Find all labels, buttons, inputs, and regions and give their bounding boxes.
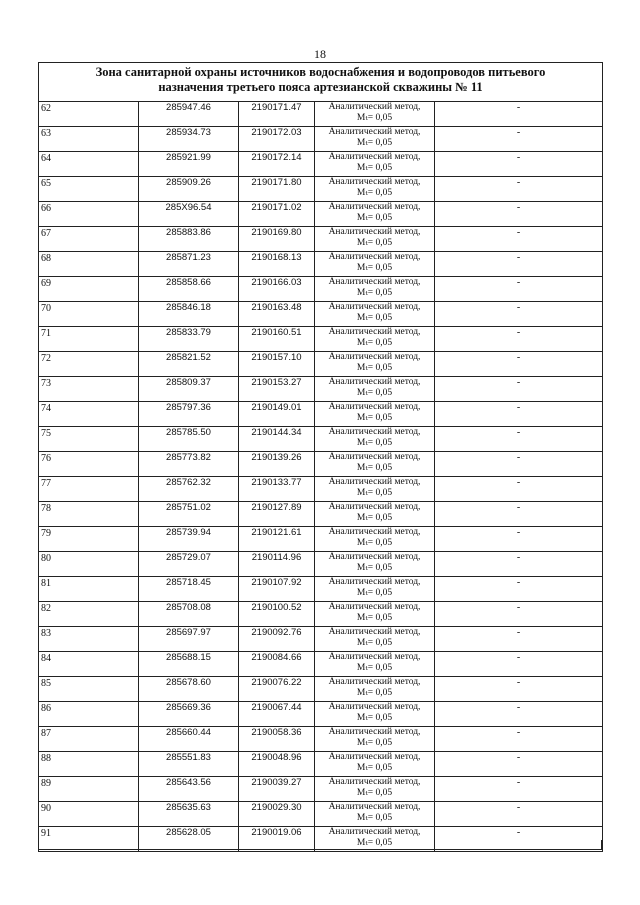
accuracy-label: Mₜ= 0,05 xyxy=(356,337,393,348)
method-label: Аналитический метод, xyxy=(328,152,421,162)
x-coordinate-cell: 285688.15 xyxy=(139,652,239,677)
method-cell xyxy=(315,227,435,252)
accuracy-label: Mₜ= 0,05 xyxy=(356,437,393,448)
method-label: Аналитический метод, xyxy=(328,302,421,312)
method-label: Аналитический метод, xyxy=(328,577,421,587)
note-cell: - xyxy=(435,527,603,552)
page-number: 18 xyxy=(314,47,326,61)
point-number-cell: 71 xyxy=(39,327,139,352)
point-number-cell: 72 xyxy=(39,352,139,377)
method-label: Аналитический метод, xyxy=(328,377,421,387)
method-label: Аналитический метод, xyxy=(328,752,421,762)
method-cell xyxy=(315,677,435,702)
table-frame-bottom xyxy=(38,837,602,850)
x-coordinate-cell: 285628.05 xyxy=(139,827,239,852)
y-coordinate-cell: 2190157.10 xyxy=(239,352,315,377)
method-label: Аналитический метод, xyxy=(328,527,421,537)
accuracy-label: Mₜ= 0,05 xyxy=(356,737,393,748)
method-label: Аналитический метод, xyxy=(328,202,421,212)
y-coordinate-cell: 2190139.26 xyxy=(239,452,315,477)
method-cell xyxy=(315,752,435,777)
accuracy-label: Mₜ= 0,05 xyxy=(356,187,393,198)
y-coordinate-cell: 2190100.52 xyxy=(239,602,315,627)
point-number-cell: 90 xyxy=(39,802,139,827)
table-row xyxy=(39,452,603,477)
x-coordinate-cell: 285833.79 xyxy=(139,327,239,352)
table-row xyxy=(39,777,603,802)
accuracy-label: Mₜ= 0,05 xyxy=(356,412,393,423)
y-coordinate-cell: 2190048.96 xyxy=(239,752,315,777)
point-number-cell: 65 xyxy=(39,177,139,202)
method-label: Аналитический метод, xyxy=(328,802,421,812)
x-coordinate-cell: 285773.82 xyxy=(139,452,239,477)
y-coordinate-cell: 2190172.14 xyxy=(239,152,315,177)
accuracy-label: Mₜ= 0,05 xyxy=(356,837,393,848)
x-coordinate-cell: 285678.60 xyxy=(139,677,239,702)
accuracy-label: Mₜ= 0,05 xyxy=(356,112,393,123)
table-row xyxy=(39,327,603,352)
method-label: Аналитический метод, xyxy=(328,402,421,412)
accuracy-label: Mₜ= 0,05 xyxy=(356,812,393,823)
note-cell: - xyxy=(435,227,603,252)
x-coordinate-cell: 285660.44 xyxy=(139,727,239,752)
note-cell: - xyxy=(435,802,603,827)
x-coordinate-cell: 285729.07 xyxy=(139,552,239,577)
point-number-cell: 85 xyxy=(39,677,139,702)
table-row xyxy=(39,152,603,177)
method-cell xyxy=(315,452,435,477)
method-cell xyxy=(315,277,435,302)
accuracy-label: Mₜ= 0,05 xyxy=(356,687,393,698)
method-cell xyxy=(315,202,435,227)
point-number-cell: 68 xyxy=(39,252,139,277)
y-coordinate-cell: 2190029.30 xyxy=(239,802,315,827)
point-number-cell: 74 xyxy=(39,402,139,427)
method-label: Аналитический метод, xyxy=(328,427,421,437)
y-coordinate-cell: 2190172.03 xyxy=(239,127,315,152)
y-coordinate-cell: 2190039.27 xyxy=(239,777,315,802)
method-label: Аналитический метод, xyxy=(328,227,421,237)
y-coordinate-cell: 2190114.96 xyxy=(239,552,315,577)
method-label: Аналитический метод, xyxy=(328,477,421,487)
method-label: Аналитический метод, xyxy=(328,102,421,112)
y-coordinate-cell: 2190163.48 xyxy=(239,302,315,327)
note-cell: - xyxy=(435,552,603,577)
table-row xyxy=(39,502,603,527)
x-coordinate-cell: 285762.32 xyxy=(139,477,239,502)
note-cell: - xyxy=(435,602,603,627)
x-coordinate-cell: 285635.63 xyxy=(139,802,239,827)
table-title-row xyxy=(39,63,603,102)
note-cell: - xyxy=(435,252,603,277)
method-label: Аналитический метод, xyxy=(328,277,421,287)
y-coordinate-cell: 2190149.01 xyxy=(239,402,315,427)
y-coordinate-cell: 2190092.76 xyxy=(239,627,315,652)
method-cell xyxy=(315,327,435,352)
accuracy-label: Mₜ= 0,05 xyxy=(356,662,393,673)
y-coordinate-cell: 2190160.51 xyxy=(239,327,315,352)
accuracy-label: Mₜ= 0,05 xyxy=(356,562,393,573)
x-coordinate-cell: 285718.45 xyxy=(139,577,239,602)
note-cell: - xyxy=(435,827,603,852)
note-cell: - xyxy=(435,352,603,377)
method-cell xyxy=(315,577,435,602)
accuracy-label: Mₜ= 0,05 xyxy=(356,237,393,248)
note-cell: - xyxy=(435,427,603,452)
point-number-cell: 87 xyxy=(39,727,139,752)
table-row xyxy=(39,552,603,577)
note-cell: - xyxy=(435,752,603,777)
accuracy-label: Mₜ= 0,05 xyxy=(356,362,393,373)
method-label: Аналитический метод, xyxy=(328,177,421,187)
point-number-cell: 69 xyxy=(39,277,139,302)
x-coordinate-cell: 285846.18 xyxy=(139,302,239,327)
note-cell: - xyxy=(435,652,603,677)
point-number-cell: 70 xyxy=(39,302,139,327)
y-coordinate-cell: 2190127.89 xyxy=(239,502,315,527)
x-coordinate-cell: 285821.52 xyxy=(139,352,239,377)
table-row xyxy=(39,802,603,827)
table-row xyxy=(39,652,603,677)
note-cell: - xyxy=(435,152,603,177)
note-cell: - xyxy=(435,702,603,727)
method-cell xyxy=(315,427,435,452)
method-label: Аналитический метод, xyxy=(328,327,421,337)
table-row xyxy=(39,252,603,277)
table-row xyxy=(39,477,603,502)
note-cell: - xyxy=(435,127,603,152)
note-cell: - xyxy=(435,102,603,127)
note-cell: - xyxy=(435,677,603,702)
accuracy-label: Mₜ= 0,05 xyxy=(356,612,393,623)
method-cell xyxy=(315,252,435,277)
accuracy-label: Mₜ= 0,05 xyxy=(356,537,393,548)
y-coordinate-cell: 2190058.36 xyxy=(239,727,315,752)
point-number-cell: 66 xyxy=(39,202,139,227)
accuracy-label: Mₜ= 0,05 xyxy=(356,487,393,498)
note-cell: - xyxy=(435,302,603,327)
x-coordinate-cell: 285739.94 xyxy=(139,527,239,552)
x-coordinate-cell: 285X96.54 xyxy=(139,202,239,227)
point-number-cell: 64 xyxy=(39,152,139,177)
method-cell xyxy=(315,502,435,527)
x-coordinate-cell: 285883.86 xyxy=(139,227,239,252)
method-cell xyxy=(315,377,435,402)
point-number-cell: 80 xyxy=(39,552,139,577)
table-title-line-2: назначения третьего пояса артезианской скважины № 11 xyxy=(158,80,483,94)
method-cell xyxy=(315,352,435,377)
table-row xyxy=(39,127,603,152)
note-cell: - xyxy=(435,502,603,527)
method-cell xyxy=(315,652,435,677)
y-coordinate-cell: 2190169.80 xyxy=(239,227,315,252)
point-number-cell: 77 xyxy=(39,477,139,502)
y-coordinate-cell: 2190084.66 xyxy=(239,652,315,677)
point-number-cell: 82 xyxy=(39,602,139,627)
accuracy-label: Mₜ= 0,05 xyxy=(356,312,393,323)
y-coordinate-cell: 2190171.80 xyxy=(239,177,315,202)
point-number-cell: 73 xyxy=(39,377,139,402)
method-label: Аналитический метод, xyxy=(328,352,421,362)
method-label: Аналитический метод, xyxy=(328,502,421,512)
method-label: Аналитический метод, xyxy=(328,127,421,137)
point-number-cell: 63 xyxy=(39,127,139,152)
method-cell xyxy=(315,127,435,152)
point-number-cell: 89 xyxy=(39,777,139,802)
note-cell: - xyxy=(435,727,603,752)
note-cell: - xyxy=(435,177,603,202)
point-number-cell: 78 xyxy=(39,502,139,527)
accuracy-label: Mₜ= 0,05 xyxy=(356,212,393,223)
method-label: Аналитический метод, xyxy=(328,677,421,687)
accuracy-label: Mₜ= 0,05 xyxy=(356,712,393,723)
x-coordinate-cell: 285947.46 xyxy=(139,102,239,127)
table-row xyxy=(39,377,603,402)
table-row xyxy=(39,602,603,627)
method-cell xyxy=(315,527,435,552)
table-row xyxy=(39,702,603,727)
method-cell xyxy=(315,702,435,727)
table-row xyxy=(39,402,603,427)
method-cell xyxy=(315,727,435,752)
y-coordinate-cell: 2190171.47 xyxy=(239,102,315,127)
table-row xyxy=(39,727,603,752)
x-coordinate-cell: 285669.36 xyxy=(139,702,239,727)
table-row xyxy=(39,352,603,377)
table-row xyxy=(39,202,603,227)
table-row xyxy=(39,102,603,127)
note-cell: - xyxy=(435,277,603,302)
x-coordinate-cell: 285551.83 xyxy=(139,752,239,777)
note-cell: - xyxy=(435,452,603,477)
point-number-cell: 79 xyxy=(39,527,139,552)
method-label: Аналитический метод, xyxy=(328,552,421,562)
x-coordinate-cell: 285708.08 xyxy=(139,602,239,627)
note-cell: - xyxy=(435,402,603,427)
y-coordinate-cell: 2190019.06 xyxy=(239,827,315,852)
accuracy-label: Mₜ= 0,05 xyxy=(356,587,393,598)
point-number-cell: 88 xyxy=(39,752,139,777)
accuracy-label: Mₜ= 0,05 xyxy=(356,137,393,148)
y-coordinate-cell: 2190153.27 xyxy=(239,377,315,402)
x-coordinate-cell: 285858.66 xyxy=(139,277,239,302)
x-coordinate-cell: 285934.73 xyxy=(139,127,239,152)
method-label: Аналитический метод, xyxy=(328,452,421,462)
y-coordinate-cell: 2190168.13 xyxy=(239,252,315,277)
method-label: Аналитический метод, xyxy=(328,827,421,837)
method-label: Аналитический метод, xyxy=(328,777,421,787)
table-row xyxy=(39,427,603,452)
accuracy-label: Mₜ= 0,05 xyxy=(356,637,393,648)
table-row xyxy=(39,227,603,252)
point-number-cell: 84 xyxy=(39,652,139,677)
note-cell: - xyxy=(435,377,603,402)
method-cell xyxy=(315,627,435,652)
table-row xyxy=(39,577,603,602)
method-cell xyxy=(315,477,435,502)
accuracy-label: Mₜ= 0,05 xyxy=(356,387,393,398)
x-coordinate-cell: 285643.56 xyxy=(139,777,239,802)
table-row xyxy=(39,627,603,652)
method-label: Аналитический метод, xyxy=(328,652,421,662)
table-row xyxy=(39,302,603,327)
accuracy-label: Mₜ= 0,05 xyxy=(356,162,393,173)
note-cell: - xyxy=(435,477,603,502)
note-cell: - xyxy=(435,577,603,602)
table-row xyxy=(39,677,603,702)
point-number-cell: 83 xyxy=(39,627,139,652)
accuracy-label: Mₜ= 0,05 xyxy=(356,762,393,773)
y-coordinate-cell: 2190121.61 xyxy=(239,527,315,552)
method-label: Аналитический метод, xyxy=(328,727,421,737)
method-label: Аналитический метод, xyxy=(328,702,421,712)
y-coordinate-cell: 2190171.02 xyxy=(239,202,315,227)
method-cell xyxy=(315,602,435,627)
x-coordinate-cell: 285909.26 xyxy=(139,177,239,202)
y-coordinate-cell: 2190107.92 xyxy=(239,577,315,602)
note-cell: - xyxy=(435,777,603,802)
point-number-cell: 76 xyxy=(39,452,139,477)
accuracy-label: Mₜ= 0,05 xyxy=(356,462,393,473)
x-coordinate-cell: 285751.02 xyxy=(139,502,239,527)
x-coordinate-cell: 285921.99 xyxy=(139,152,239,177)
method-cell xyxy=(315,177,435,202)
table-row xyxy=(39,177,603,202)
method-cell xyxy=(315,302,435,327)
y-coordinate-cell: 2190076.22 xyxy=(239,677,315,702)
coordinates-table xyxy=(38,62,603,852)
accuracy-label: Mₜ= 0,05 xyxy=(356,512,393,523)
x-coordinate-cell: 285785.50 xyxy=(139,427,239,452)
table-row xyxy=(39,527,603,552)
table-title-line-1: Зона санитарной охраны источников водоснабжения и водопроводов питьевого xyxy=(95,65,546,79)
method-cell xyxy=(315,102,435,127)
x-coordinate-cell: 285697.97 xyxy=(139,627,239,652)
accuracy-label: Mₜ= 0,05 xyxy=(356,262,393,273)
table-row xyxy=(39,277,603,302)
x-coordinate-cell: 285809.37 xyxy=(139,377,239,402)
table-row xyxy=(39,752,603,777)
method-cell xyxy=(315,552,435,577)
method-cell xyxy=(315,777,435,802)
note-cell: - xyxy=(435,202,603,227)
note-cell: - xyxy=(435,327,603,352)
method-cell xyxy=(315,402,435,427)
table-title xyxy=(39,63,603,102)
point-number-cell: 75 xyxy=(39,427,139,452)
y-coordinate-cell: 2190166.03 xyxy=(239,277,315,302)
y-coordinate-cell: 2190133.77 xyxy=(239,477,315,502)
point-number-cell: 67 xyxy=(39,227,139,252)
y-coordinate-cell: 2190067.44 xyxy=(239,702,315,727)
y-coordinate-cell: 2190144.34 xyxy=(239,427,315,452)
note-cell: - xyxy=(435,627,603,652)
point-number-cell: 91 xyxy=(39,827,139,852)
method-label: Аналитический метод, xyxy=(328,602,421,612)
method-cell xyxy=(315,802,435,827)
x-coordinate-cell: 285797.36 xyxy=(139,402,239,427)
accuracy-label: Mₜ= 0,05 xyxy=(356,287,393,298)
accuracy-label: Mₜ= 0,05 xyxy=(356,787,393,798)
method-label: Аналитический метод, xyxy=(328,627,421,637)
method-label: Аналитический метод, xyxy=(328,252,421,262)
x-coordinate-cell: 285871.23 xyxy=(139,252,239,277)
point-number-cell: 86 xyxy=(39,702,139,727)
point-number-cell: 62 xyxy=(39,102,139,127)
point-number-cell: 81 xyxy=(39,577,139,602)
method-cell xyxy=(315,152,435,177)
